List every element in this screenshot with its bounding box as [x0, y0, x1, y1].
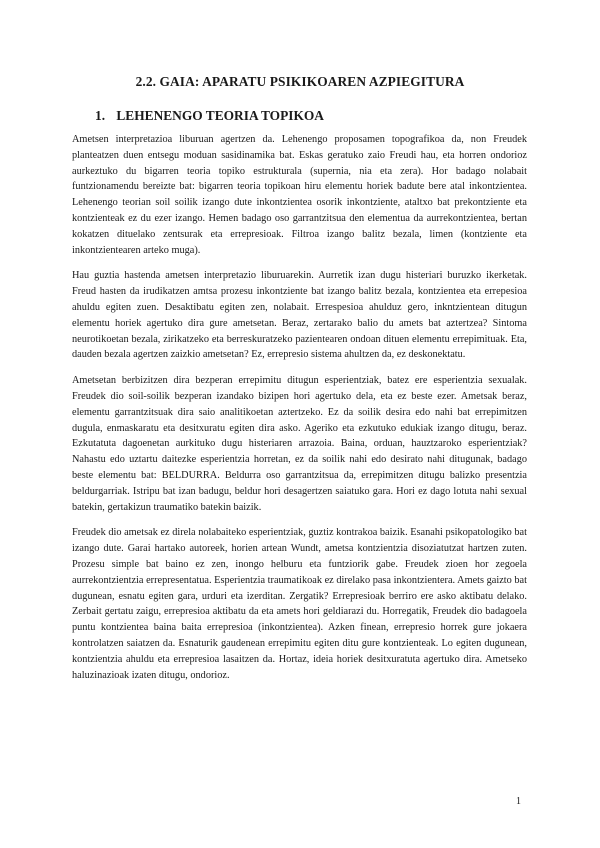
section-number: 1.	[95, 108, 106, 123]
paragraph-2: Hau guztia hastenda ametsen interpretazio liburuarekin. Aurretik izan dugu histeriari buruzko ikerketak. Freud hasten da irudikatzen amtsa prozesu inkontziente bat izango balitz bezala, kontzientea eta errepesioa ahuldu egiten zuen. Desaktibatu egiten zen, nolabait. Errespesioa ahulduz gero, inkntzientean ditugun elementu horiek agertuko dira gure ametsetan. Beraz, zertarako balio du amets bat aztertzea? Sintoma neurotikoetan bezala, zirikatzeko eta berreskuratzeko pazientearen ondoan dituen elementu errepimituak. Eta, dauden bezala agertzen zaizkio ametsetan? Ez, errepresio sistema ahultzen da, ez deskonektatu.	[72, 270, 527, 361]
page-number: 1	[516, 796, 521, 807]
paragraph-1: Ametsen interpretazioa liburuan agertzen da. Lehenengo proposamen topografikoa da, non Freudek planteatzen duen entsegu moduan sasidinamika bat. Eskas geratuko zaio Freudi hau, eta horren ondorioz aurkeztuko du bigarren teoria topiko estrukturala (superniа, nia eta zera). Hor badago nolabait funtzionamendu bereizte bat: bigarren teoria topikoan hiru elementu horiek badute bere atal inkontzientea. Lehenengo teorian soil soilik izango dute inkontzientea osorik inkontziente, ataltxo bat prekontziente eta kontzienteak ez du ezer izango. Hemen badago oso garrantzitsua den elementua da aurrekontzientea, bertan kokatzen dituelako zentsurak eta errepresioak. Filtroa izango balitz bezala, limen (kontziente eta inkontzientearen arteko muga).	[72, 134, 527, 256]
paragraph-3: Ametsetan berbizitzen dira bezperan errepimitu ditugun esperientziak, batez ere esperientzia sexualak. Freudek dio soil-soilik bezperan izandako bizipen hori agertuko dela, eta ez beste ezer. Ametsak beraz, elementu garrantzitsuak dira saio analitikoetan aztertzeko. Ez da soilik desira edo nahi bat errepimitzen dugula, enmaskaratu eta desitxuratu egiten dira asko. Ageriko eta ezkutuko edukiak izango ditugu, beraz. Ezkutatuta dagoenetan aurkituko dugu histeriaren arrazoia. Baina, orduan, hauztzaroko esperientziak? Nahastu edo uztartu daitezke esperientzia horretan, ez da soilik nahi edo desirato nahi ditugunak, badago beste elementu bat: BELDURRA. Beldurra oso garrantzitsua da, errepimitzen ditugu balizko presentzia beldurgarriak. Istripu bat izan badugu, beldur hori desagertzen saiatuko gara. Hori ez dago lotuta nahi sexual batekin, gertakizun traumatiko batekin baizik.	[72, 375, 527, 513]
body-text	[72, 132, 527, 693]
chapter-title: 2.2. GAIA: APARATU PSIKIKOAREN AZPIEGITURA	[135, 74, 465, 89]
paragraph-4: Freudek dio ametsak ez direla nolabaiteko esperientziak, guztiz kontrakoa baizik. Esanahi psikopatologiko bat izango dute. Garai hartako autoreek, horien artean Wundt, ametsa kontzientzia disoziatutzat hartzen zuten. Prozesu simple bat baino ez zen, inongo helburu eta funtziorik gabe. Freudek zioen hor zegoela aurrekontzientzia errepresentatua. Esperientzia traumatikoak ez direlako pasa inkontzientera. Amets gaizto bat dugunean, esnatu egiten gara, urduri eta izerditan. Zergatik? Errepresioak berriro ere asko aktibatu delako. Zerbait gertatu zaigu, errepresioa aktibatu da eta amets hori geldiarazi du. Horregatik, Freudek dio badagoela puntu kontzientea baina baita errepresioa (inkontzientea). Azken finean, errepresio horrek gure jokaera kontrolatzen saiatzen da. Esnaturik gaudenean errepimitu egiten ditu gure kontzienteak. Lo egiten dugunean, kontzientzia ahuldu eta errepresioa lasaitzen da. Hortaz, ideia horiek desitxuratuta agertuko dira. Ametseko haluzinazioak izaten ditugu, ondorioz.	[72, 527, 527, 681]
section-heading	[95, 108, 324, 124]
section-title: LEHENENGO TEORIA TOPIKOA	[116, 108, 324, 123]
